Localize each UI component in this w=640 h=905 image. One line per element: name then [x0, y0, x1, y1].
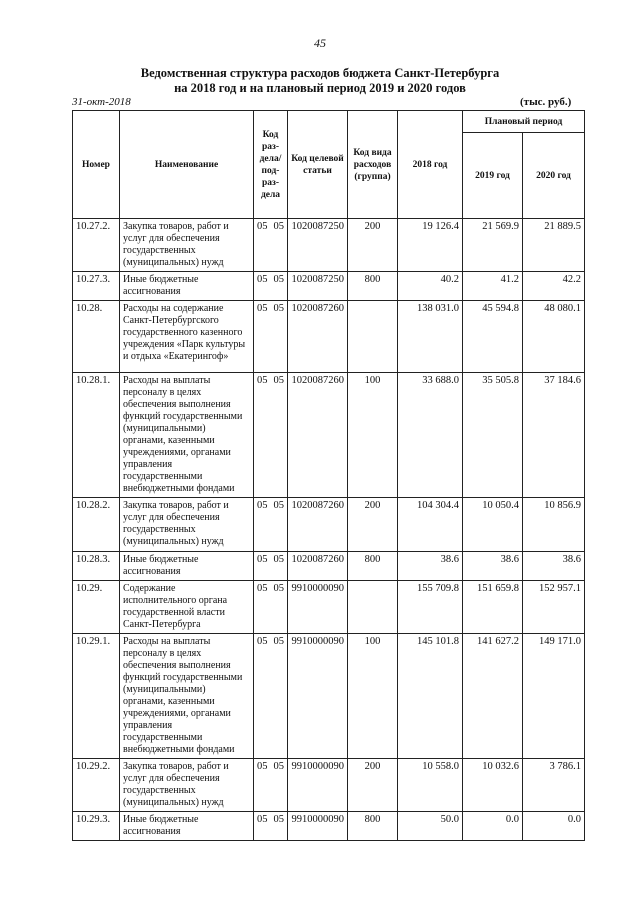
page-number: 45	[314, 36, 326, 50]
row-celevaya: 9910000090	[288, 581, 348, 634]
row-2020: 37 184.6	[523, 373, 585, 498]
row-vid: 200	[348, 219, 398, 272]
row-2019: 0.0	[463, 812, 523, 841]
table-row	[73, 272, 585, 301]
row-number: 10.29.3.	[73, 812, 120, 841]
row-2018: 50.0	[398, 812, 463, 841]
row-celevaya: 9910000090	[288, 634, 348, 759]
row-razdel-code: 05	[257, 303, 268, 314]
row-name: Расходы на выплаты персоналу в целях обеспечения выполнения функций государственными (муниципальными) органами, казенными учреждениями, органами управления государственными внебюджетными фондами	[120, 373, 254, 498]
row-celevaya: 9910000090	[288, 759, 348, 812]
row-2020: 0.0	[523, 812, 585, 841]
title-line-2: на 2018 год и на плановый период 2019 и 2020 годов	[174, 81, 466, 95]
row-2020: 152 957.1	[523, 581, 585, 634]
row-name: Иные бюджетные ассигнования	[120, 272, 254, 301]
row-razdel	[254, 219, 288, 272]
row-name: Иные бюджетные ассигнования	[120, 812, 254, 841]
header-razdel: Код раз-дела/ под-раз-дела	[254, 111, 288, 219]
row-2018: 40.2	[398, 272, 463, 301]
header-number: Номер	[73, 111, 120, 219]
row-celevaya: 1020087260	[288, 552, 348, 581]
row-number: 10.28.1.	[73, 373, 120, 498]
row-razdel	[254, 498, 288, 552]
table-row	[73, 759, 585, 812]
budget-table	[72, 110, 585, 841]
row-razdel-code: 05	[257, 636, 268, 647]
document-date: 31-окт-2018	[72, 96, 131, 108]
row-2020: 42.2	[523, 272, 585, 301]
table-header	[73, 111, 585, 219]
row-razdel	[254, 552, 288, 581]
row-2018: 33 688.0	[398, 373, 463, 498]
table-row	[73, 634, 585, 759]
row-razdel-code: 05	[257, 583, 268, 594]
header-plan-period: Плановый период	[463, 111, 585, 133]
header-name: Наименование	[120, 111, 254, 219]
row-2018: 155 709.8	[398, 581, 463, 634]
row-podrazdel-code: 05	[273, 554, 284, 565]
row-2020: 38.6	[523, 552, 585, 581]
row-razdel	[254, 581, 288, 634]
row-vid: 100	[348, 373, 398, 498]
table-body	[73, 219, 585, 841]
header-2019: 2019 год	[463, 133, 523, 219]
table-row	[73, 301, 585, 373]
row-2020: 10 856.9	[523, 498, 585, 552]
row-name: Закупка товаров, работ и услуг для обеспечения государственных (муниципальных) нужд	[120, 498, 254, 552]
row-vid	[348, 581, 398, 634]
header-2020: 2020 год	[523, 133, 585, 219]
row-razdel-code: 05	[257, 274, 268, 285]
table-row	[73, 498, 585, 552]
row-2019: 35 505.8	[463, 373, 523, 498]
row-name: Расходы на выплаты персоналу в целях обеспечения выполнения функций государственными (муниципальными) органами, казенными учреждениями, органами управления государственными внебюджетными фондами	[120, 634, 254, 759]
row-2019: 45 594.8	[463, 301, 523, 373]
row-number: 10.28.	[73, 301, 120, 373]
row-2019: 10 050.4	[463, 498, 523, 552]
header-celevaya: Код целевой статьи	[288, 111, 348, 219]
row-podrazdel-code: 05	[273, 814, 284, 825]
table-row	[73, 581, 585, 634]
row-razdel-code: 05	[257, 761, 268, 772]
row-2019: 21 569.9	[463, 219, 523, 272]
row-2020: 48 080.1	[523, 301, 585, 373]
row-name: Расходы на содержание Санкт-Петербургского государственного казенного учреждения «Парк культуры и отдыха «Екатерингоф»	[120, 301, 254, 373]
row-vid: 800	[348, 812, 398, 841]
row-podrazdel-code: 05	[273, 303, 284, 314]
row-razdel-code: 05	[257, 221, 268, 232]
row-razdel-code: 05	[257, 814, 268, 825]
row-2018: 38.6	[398, 552, 463, 581]
row-podrazdel-code: 05	[273, 375, 284, 386]
row-number: 10.27.3.	[73, 272, 120, 301]
row-podrazdel-code: 05	[273, 761, 284, 772]
row-2019: 141 627.2	[463, 634, 523, 759]
row-razdel	[254, 272, 288, 301]
row-2019: 10 032.6	[463, 759, 523, 812]
row-number: 10.29.1.	[73, 634, 120, 759]
row-podrazdel-code: 05	[273, 500, 284, 511]
row-celevaya: 1020087250	[288, 219, 348, 272]
table-row	[73, 219, 585, 272]
header-2018: 2018 год	[398, 111, 463, 219]
row-razdel-code: 05	[257, 554, 268, 565]
header-vid: Код вида расходов (группа)	[348, 111, 398, 219]
row-razdel	[254, 634, 288, 759]
document-title	[0, 66, 640, 96]
row-vid	[348, 301, 398, 373]
row-2018: 19 126.4	[398, 219, 463, 272]
row-2018: 138 031.0	[398, 301, 463, 373]
row-2020: 149 171.0	[523, 634, 585, 759]
row-2020: 21 889.5	[523, 219, 585, 272]
row-vid: 200	[348, 498, 398, 552]
row-celevaya: 1020087260	[288, 373, 348, 498]
row-number: 10.29.2.	[73, 759, 120, 812]
row-podrazdel-code: 05	[273, 221, 284, 232]
row-razdel	[254, 759, 288, 812]
table-row	[73, 552, 585, 581]
row-razdel-code: 05	[257, 375, 268, 386]
row-2018: 145 101.8	[398, 634, 463, 759]
row-name: Иные бюджетные ассигнования	[120, 552, 254, 581]
row-2020: 3 786.1	[523, 759, 585, 812]
units-label: (тыс. руб.)	[520, 96, 572, 108]
row-2019: 38.6	[463, 552, 523, 581]
row-vid: 100	[348, 634, 398, 759]
row-number: 10.29.	[73, 581, 120, 634]
row-razdel-code: 05	[257, 500, 268, 511]
row-name: Закупка товаров, работ и услуг для обеспечения государственных (муниципальных) нужд	[120, 219, 254, 272]
table-row	[73, 812, 585, 841]
table-row	[73, 373, 585, 498]
row-vid: 800	[348, 552, 398, 581]
row-2019: 41.2	[463, 272, 523, 301]
row-celevaya: 1020087250	[288, 272, 348, 301]
row-celevaya: 1020087260	[288, 301, 348, 373]
row-name: Содержание исполнительного органа государственной власти Санкт-Петербурга	[120, 581, 254, 634]
row-name: Закупка товаров, работ и услуг для обеспечения государственных (муниципальных) нужд	[120, 759, 254, 812]
row-2018: 10 558.0	[398, 759, 463, 812]
row-number: 10.27.2.	[73, 219, 120, 272]
row-number: 10.28.3.	[73, 552, 120, 581]
title-line-1: Ведомственная структура расходов бюджета Санкт-Петербурга	[140, 66, 500, 80]
row-podrazdel-code: 05	[273, 583, 284, 594]
row-2018: 104 304.4	[398, 498, 463, 552]
row-razdel	[254, 301, 288, 373]
row-2019: 151 659.8	[463, 581, 523, 634]
row-vid: 200	[348, 759, 398, 812]
row-razdel	[254, 812, 288, 841]
row-vid: 800	[348, 272, 398, 301]
row-podrazdel-code: 05	[273, 274, 284, 285]
row-podrazdel-code: 05	[273, 636, 284, 647]
row-celevaya: 9910000090	[288, 812, 348, 841]
row-number: 10.28.2.	[73, 498, 120, 552]
row-razdel	[254, 373, 288, 498]
row-celevaya: 1020087260	[288, 498, 348, 552]
